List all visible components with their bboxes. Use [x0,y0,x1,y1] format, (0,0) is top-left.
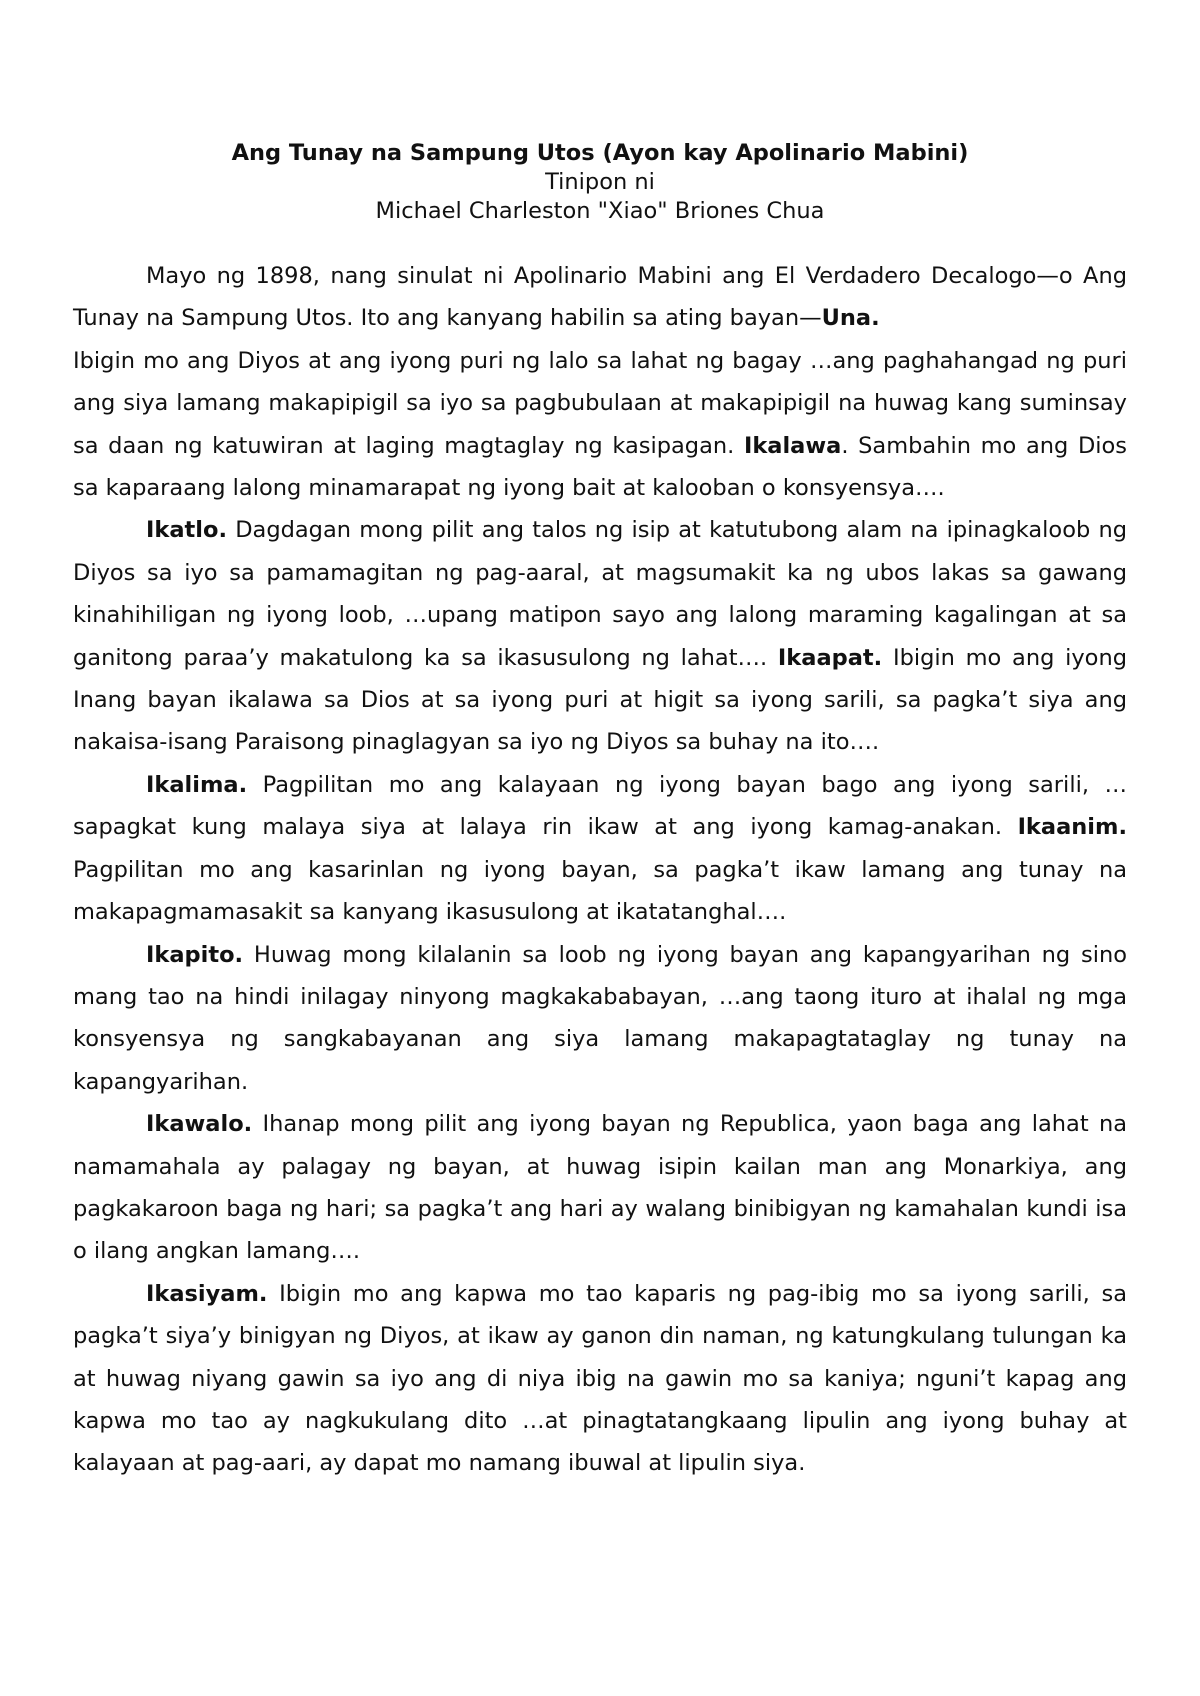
commandment-text-ikapito: Huwag mong kilalanin sa loob ng iyong bayan ang kapangyarihan ng sino mang tao na hindi inilagay ninyong magkakababayan, …ang taong ituro at ihalal ng mga konsyensya ng sangkabayanan ang siya lamang makapagtataglay ng tunay na kapangyarihan. [73,941,1127,1095]
intro-text: Mayo ng 1898, nang sinulat ni Apolinario Mabini ang El Verdadero Decalogo—o Ang Tunay na Sampung Utos. Ito ang kanyang habilin sa ating bayan— [73,263,1127,332]
commandment-label-ikalima: Ikalima. [146,771,248,798]
commandment-text-ikaapat: Ibigin mo ang iyong Inang bayan ikalawa sa Dios at sa iyong puri at higit sa iyong sarili, sa pagka’t siya ang nakaisa-isang Paraisong pinaglagyan sa iyo ng Diyos sa buhay na ito…. [73,644,1127,756]
commandment-text-una: Ibigin mo ang Diyos at ang iyong puri ng lalo sa lahat ng bagay …ang paghahangad ng puri ang siya lamang makapipigil sa iyo sa pagbubulaan at makapipigil na huwag kang suminsay sa daan ng katuwiran at laging magtaglay ng kasipagan. [73,347,1127,459]
document-body [73,139,1127,1485]
commandment-label-ikaanim: Ikaanim. [1017,814,1127,841]
commandment-label-una: Una. [821,305,880,332]
commandment-label-ikapito: Ikapito. [146,941,244,968]
commandment-label-ikalawa: Ikalawa [743,432,842,459]
commandment-label-ikasiyam: Ikasiyam. [146,1280,268,1307]
commandment-text-ikawalo: Ihanap mong pilit ang iyong bayan ng Republica, yaon baga ang lahat na namamahala ay palagay ng bayan, at huwag isipin kailan man ang Monarkiya, ang pagkakaroon baga ng hari; sa pagka’t ang hari ay walang binibigyan ng kamahalan kundi isa o ilang angkan lamang…. [73,1111,1127,1265]
paragraph-ikasiyam [73,1273,1127,1485]
commandment-label-ikatlo: Ikatlo. [146,517,227,544]
paragraph-ikalima [73,764,1127,934]
paragraph-ikatlo [73,509,1127,763]
commandment-label-ikaapat: Ikaapat. [777,644,883,671]
commandment-text-ikaanim: Pagpilitan mo ang kasarinlan ng iyong bayan, sa pagka’t ikaw lamang ang tunay na makapagmamasakit sa kanyang ikasusulong at ikatatanghal…. [73,856,1127,926]
commandment-label-ikawalo: Ikawalo. [146,1111,253,1138]
commandment-text-ikasiyam: Ibigin mo ang kapwa mo tao kaparis ng pag-ibig mo sa iyong sarili, sa pagka’t siya’y binigyan ng Diyos, at ikaw ay ganon din naman, ng katungkulang tulungan ka at huwag niyang gawin sa iyo ang di niya ibig na gawin mo sa kaniya; nguni’t kapag ang kapwa mo tao ay nagkukulang dito …at pinagtatangkaang lipulin ang iyong buhay at kalayaan at pag-aari, ay dapat mo namang ibuwal at lipulin siya. [73,1280,1127,1477]
paragraph-intro [73,255,1127,509]
author-name: Michael Charleston "Xiao" Briones Chua [375,198,825,224]
commandment-text-ikalawa: . Sambahin mo ang Dios sa kaparaang lalong minamarapat ng iyong bait at kalooban o konsyensya…. [73,432,1128,502]
document-title: Ang Tunay na Sampung Utos (Ayon kay Apolinario Mabini) [231,140,969,166]
document-header [73,139,1127,226]
paragraph-ikapito [73,934,1127,1104]
paragraph-ikawalo [73,1103,1127,1273]
compiled-by-line: Tinipon ni [545,169,655,195]
commandment-text-ikalima: Pagpilitan mo ang kalayaan ng iyong bayan bago ang iyong sarili, … sapagkat kung malaya siya at lalaya rin ikaw at ang iyong kamag-anakan. [73,771,1127,841]
commandment-text-ikatlo: Dagdagan mong pilit ang talos ng isip at katutubong alam na ipinagkaloob ng Diyos sa iyo sa pamamagitan ng pag-aaral, at magsumakit ka ng ubos lakas sa gawang kinahihiligan ng iyong loob, …upang matipon sayo ang lalong maraming kagalingan at sa ganitong paraa’y makatulong ka sa ikasusulong ng lahat…. [73,517,1127,671]
